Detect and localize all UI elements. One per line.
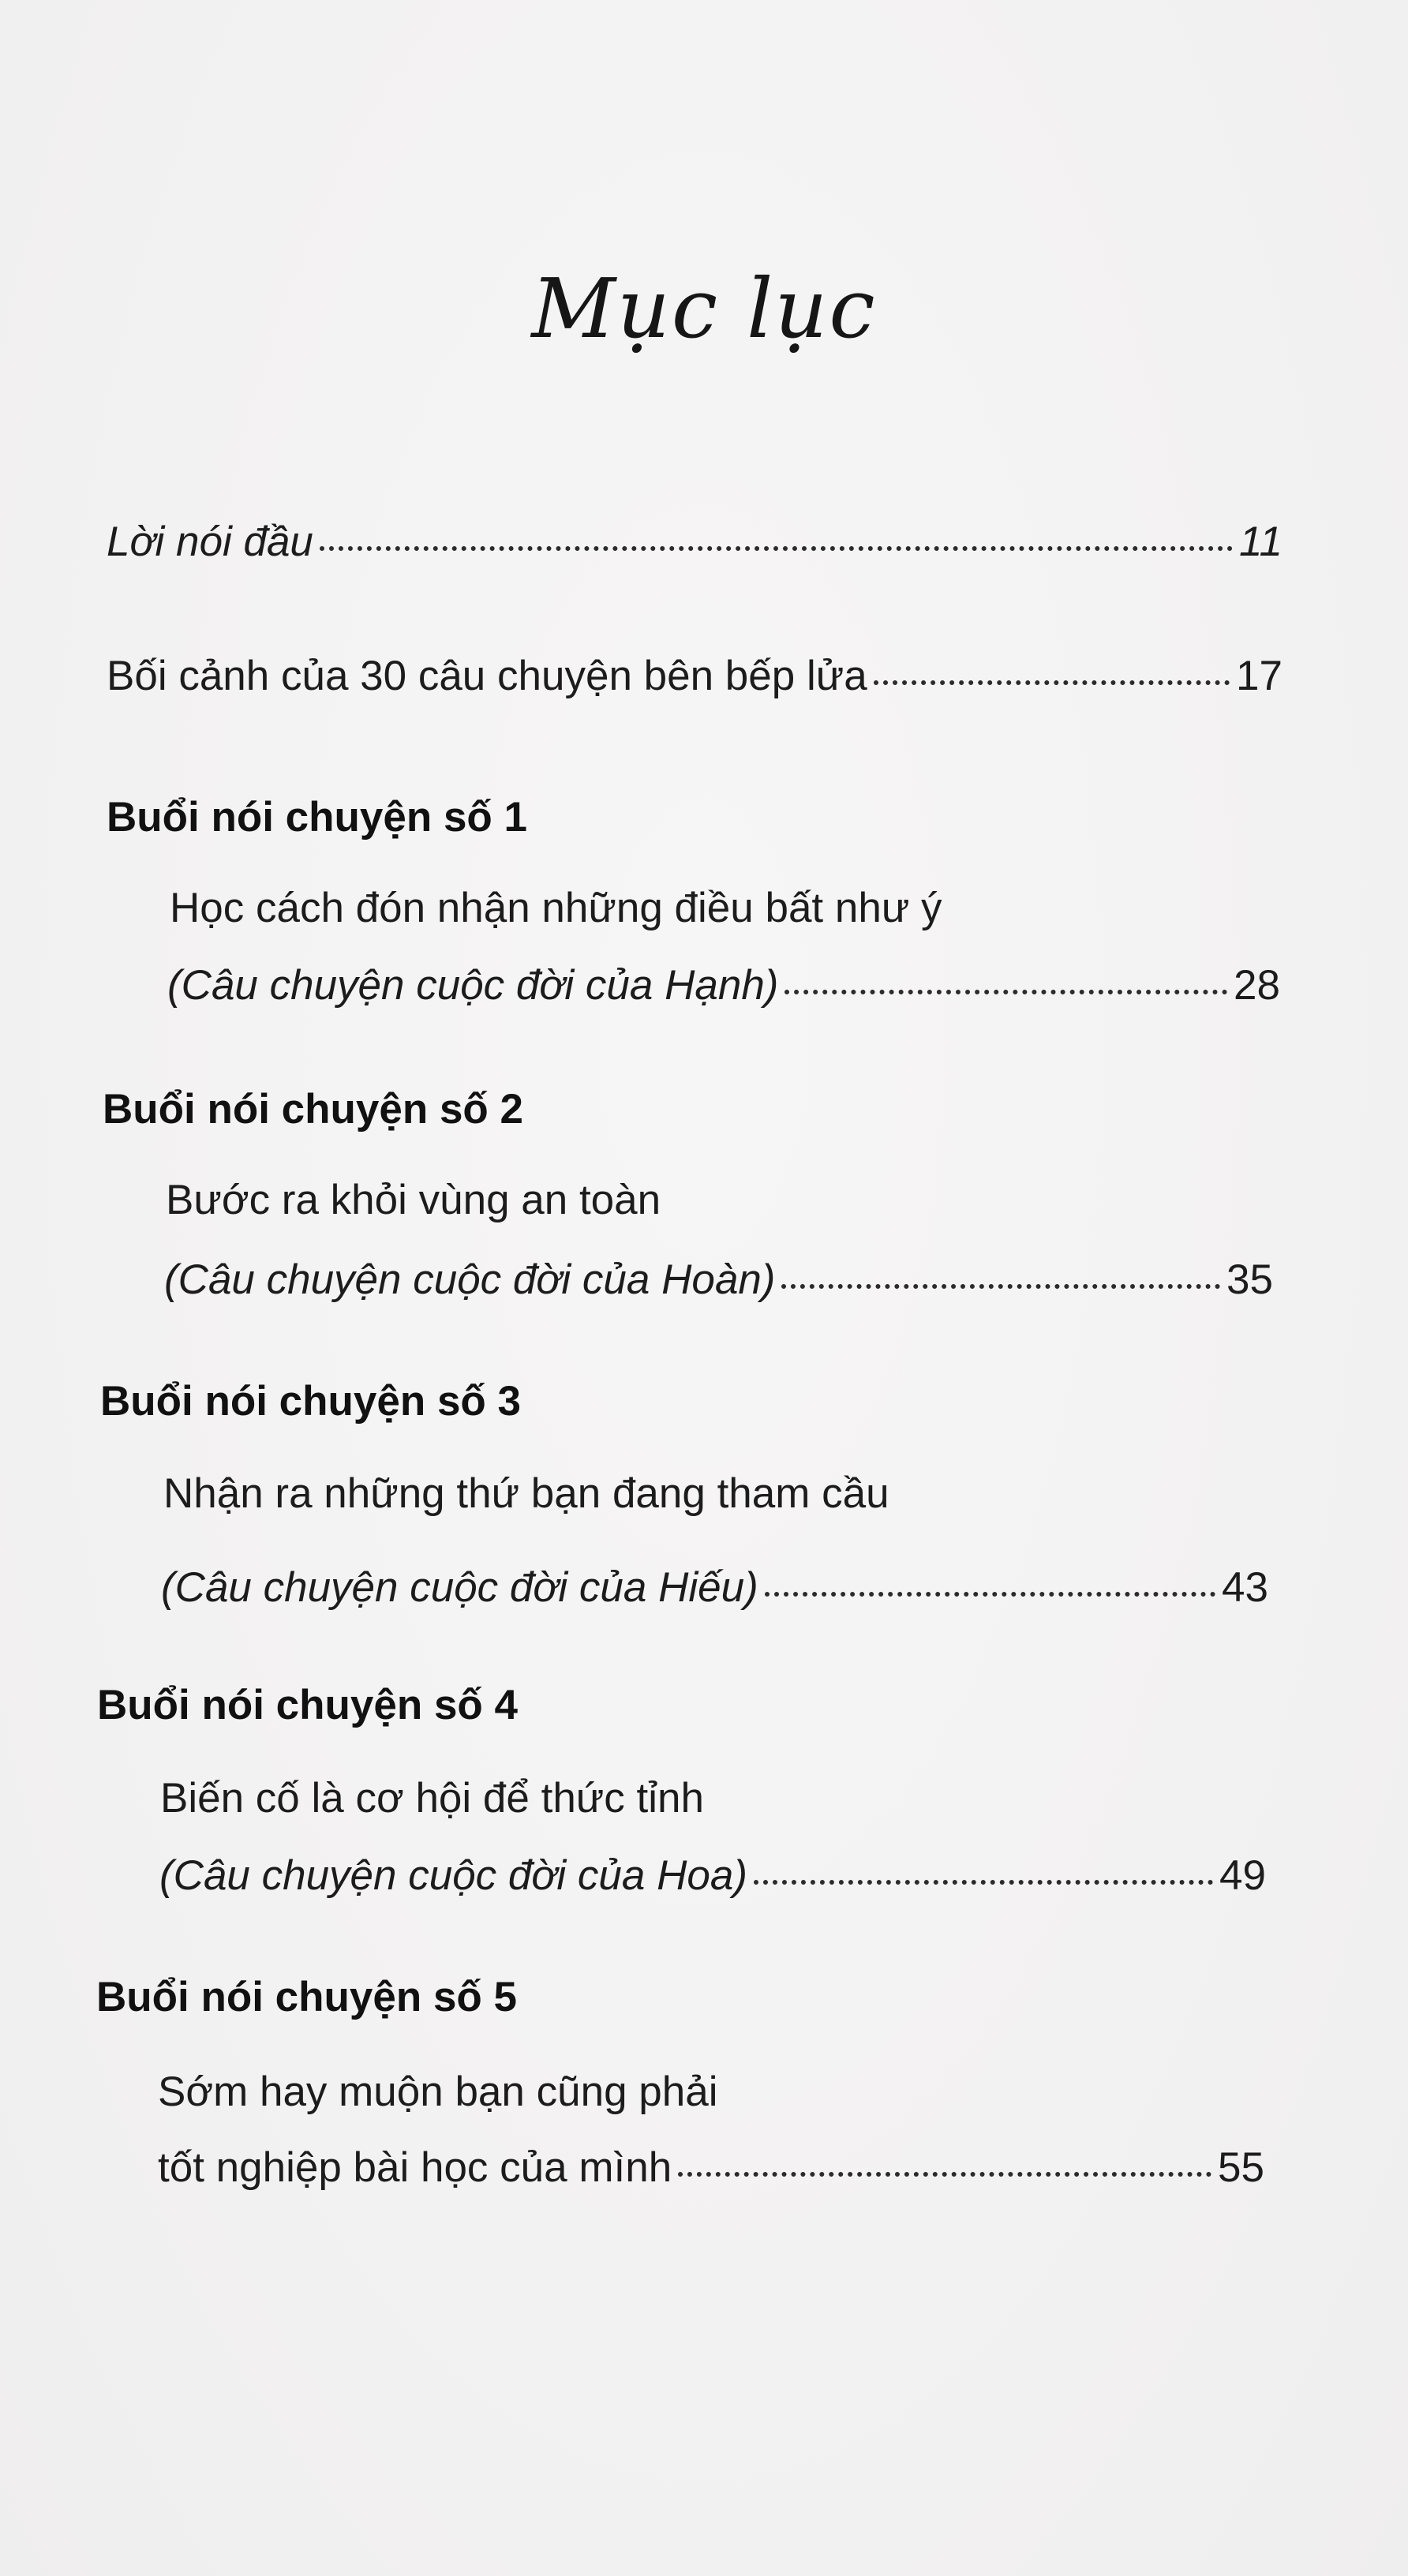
toc-page-number: 28	[1234, 962, 1280, 1009]
toc-entry-session-1	[167, 962, 1280, 1009]
session-title-line: Sớm hay muộn bạn cũng phải	[158, 2069, 718, 2115]
toc-entry-session-4	[159, 1852, 1266, 1899]
page-title: Mục lục	[531, 260, 877, 357]
dot-leader	[785, 990, 1227, 994]
toc-page-number: 49	[1219, 1852, 1266, 1899]
session-title-line: Bước ra khỏi vùng an toàn	[166, 1177, 661, 1223]
session-heading: Buổi nói chuyện số 5	[96, 1974, 518, 2020]
session-heading: Buổi nói chuyện số 2	[103, 1086, 524, 1133]
toc-entry-session-3	[161, 1564, 1268, 1611]
toc-entry-text: (Câu chuyện cuộc đời của Hiếu)	[161, 1564, 758, 1611]
dot-leader	[320, 546, 1233, 551]
toc-entry-text: (Câu chuyện cuộc đời của Hạnh)	[167, 962, 779, 1009]
session-heading: Buổi nói chuyện số 4	[97, 1682, 519, 1728]
toc-page-number: 11	[1238, 519, 1283, 565]
dot-leader	[765, 1592, 1215, 1597]
session-heading: Buổi nói chuyện số 3	[100, 1378, 522, 1425]
toc-entry-session-5	[158, 2144, 1264, 2191]
toc-entry-text: Bối cảnh của 30 câu chuyện bên bếp lửa	[107, 653, 867, 699]
dot-leader	[678, 2172, 1211, 2177]
toc-entry-text: (Câu chuyện cuộc đời của Hoàn)	[164, 1256, 776, 1303]
dot-leader	[781, 1284, 1220, 1289]
session-title-line: Nhận ra những thứ bạn đang tham cầu	[163, 1470, 889, 1517]
toc-page-number: 35	[1226, 1256, 1273, 1303]
toc-page-number: 43	[1222, 1564, 1268, 1611]
dot-leader	[754, 1880, 1213, 1885]
session-title-line: Biến cố là cơ hội để thức tỉnh	[160, 1775, 704, 1822]
dot-leader	[874, 680, 1230, 685]
toc-page-number: 55	[1218, 2144, 1264, 2191]
toc-entry-preface	[107, 521, 1283, 563]
toc-page-number: 17	[1236, 653, 1283, 699]
session-heading: Buổi nói chuyện số 1	[107, 794, 528, 841]
toc-entry-text: tốt nghiệp bài học của mình	[158, 2144, 672, 2191]
toc-entry-text: Lời nói đầu	[107, 519, 313, 565]
toc-entry-context	[107, 655, 1283, 697]
session-title-line: Học cách đón nhận những điều bất như ý	[170, 885, 942, 931]
toc-entry-text: (Câu chuyện cuộc đời của Hoa)	[159, 1852, 747, 1899]
toc-entry-session-2	[164, 1256, 1273, 1303]
